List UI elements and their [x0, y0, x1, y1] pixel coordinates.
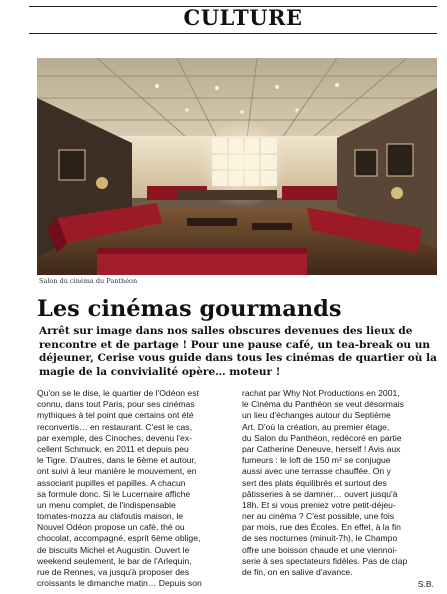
lead-line: Arrêt sur image dans nos salles obscures devenues des lieux de	[39, 325, 413, 337]
body-line: pâtisseries à se damner… ouvert jusqu'à	[242, 488, 398, 499]
body-line: connu, dans tout Paris, pour ses cinémas	[37, 399, 195, 410]
body-line: rachat par Why Not Productions en 2001,	[242, 388, 400, 398]
photo-caption: Salon du cinéma du Panthéon	[39, 277, 138, 285]
body-line: un menu complet, de l'indispensable	[37, 499, 176, 510]
body-line: de ses nocturnes (minuit-7h), le Champo	[242, 533, 398, 544]
body-line: cellent Schmuck, en 2011 et depuis peu	[37, 443, 189, 454]
body-line: sert des plats équilibrés et surtout des	[242, 477, 387, 488]
body-line: Art. D'où la création, au premier étage,	[242, 421, 390, 432]
body-line: de fin, on en salive d'avance.	[242, 567, 353, 577]
body-line: le Tigre. D'autres, dans le 6ème et autour,	[37, 455, 197, 466]
body-line: mythiques à tel point que certains ont été	[37, 410, 194, 421]
body-line: weekend seulement, le bar de l'Arlequin,	[37, 555, 192, 566]
body-line: ner au cinéma ? C'est possible, une fois	[242, 511, 395, 522]
section-title: CULTURE	[183, 5, 303, 30]
lead-line: rencontre et de partage ! Pour une pause café, un tea-break ou un	[39, 338, 430, 351]
body-line: sa formule donc. Si le Lucernaire affiche	[37, 488, 191, 499]
cinema-salon-photo	[37, 58, 437, 275]
body-line: Nouvel Odéon propose un café, thé ou	[37, 522, 185, 533]
article-lead	[39, 325, 437, 379]
lead-line: magie de la convivialité opère… moteur !	[39, 365, 281, 378]
body-line: rue de Rennes, va jusqu'à proposer des	[37, 567, 190, 577]
body-line: offre une boisson chaude et une viennoi-	[242, 544, 398, 555]
body-line: Qu'on se le dise, le quartier de l'Odéon est	[37, 388, 199, 398]
author-signature: S.B.	[417, 579, 434, 589]
body-line: ont suivi à leur manière le mouvement, en	[37, 466, 197, 477]
article-headline: Les cinémas gourmands	[37, 296, 342, 322]
body-line: par Catherine Deneuve, herself ! Avis aux	[242, 443, 401, 454]
body-line: du Salon du Panthéon, redécoré en partie	[242, 432, 402, 443]
body-line: reconvertis… en restaurant. C'est le cas,	[37, 421, 192, 432]
body-line: par mois, rue des Écoles. En effet, à la fin	[242, 522, 401, 533]
body-line: croissants le dimanche matin… Depuis son	[37, 578, 202, 589]
body-line: de biscuits Michel et Augustin. Ouvert le	[37, 544, 190, 555]
body-line: associant pupilles et papilles. A chacun	[37, 477, 186, 488]
lead-line: déjeuner, Cerise vous guide dans tous les cinémas de quartier où la	[39, 352, 437, 364]
section-rule-bottom	[29, 33, 437, 34]
body-line: fumeurs : le loft de 150 m² se conjugue	[242, 455, 391, 466]
article-column-right	[242, 388, 437, 578]
body-line: chocolat, accompagné, esprit 6ème oblige,	[37, 533, 201, 544]
body-line: tomates-mozza au clafoutis maison, le	[37, 511, 184, 522]
body-line: un lieu d'échanges autour du Septième	[242, 410, 391, 421]
body-line: par exemple, des Cinoches, devenu l'ex-	[37, 432, 192, 443]
body-line: le Cinéma du Panthéon se veut désormais	[242, 399, 404, 410]
body-line: aussi avec une terrasse chauffée. On y	[242, 466, 391, 477]
body-line: serie à ses spectateurs fidèles. Pas de clap	[242, 555, 408, 566]
article-column-left	[37, 388, 232, 589]
body-line: 18h. Et si vous preniez votre petit-déjeu-	[242, 499, 396, 510]
